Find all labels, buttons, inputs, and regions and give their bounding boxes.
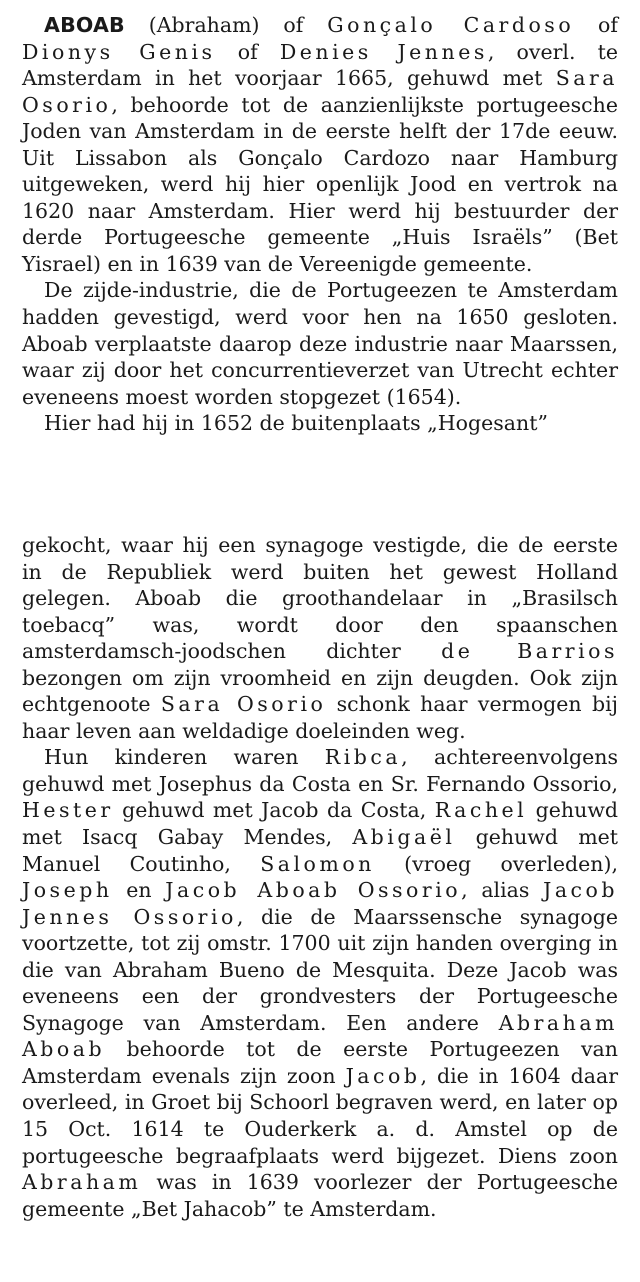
spaced-name: Sara Osorio [22,66,618,117]
text-block-lower [22,532,618,1222]
spaced-name: Abigaël [352,825,456,850]
spaced-name: Sara Osorio [160,692,327,717]
spaced-name: Salomon [260,851,375,876]
entry-paragraph-hogesant-start: Hier had hij in 1652 de buitenplaats „Hogesant” [44,411,548,436]
spaced-name: Jacob Aboab Ossorio [165,878,462,903]
spaced-name: de Barrios [441,639,618,664]
entry-paragraph-silk-industry: De zijde-industrie, die de Portugeezen te Amsterdam hadden gevestigd, werd voor hen na 1650 gesloten. Aboab verplaatste daarop deze industrie naar Maarssen, waar zij door het concurrentieverzet van Utrecht echter eveneens moest worden stopgezet (1654). [22,278,618,409]
text-block-upper [22,12,618,437]
spaced-name: Denies Jennes [279,39,488,64]
spaced-name: Ribca [324,745,402,770]
entry-paragraph-intro: ABOAB (Abraham) of Gonçalo Cardoso of Dionys Genis of Denies Jennes, overl. te Amsterdam in het voorjaar 1665, gehuwd met Sara Osorio, behoorde tot de aanzienlijkste portugeesche Joden van Amsterdam in de eerste helft der 17de eeuw. Uit Lissabon als Gonçalo Cardozo naar Hamburg uitgeweken, werd hij hier openlijk Jood en vertrok na 1620 naar Amsterdam. Hier werd hij bestuurder der derde Portugeesche gemeente „Huis Israëls” (Bet Yisrael) en in 1639 van de Vereenigde gemeente. [22,13,618,276]
spaced-name: Hester [22,798,114,823]
spaced-name: Jacob [345,1063,421,1088]
spaced-name: Rachel [434,798,528,823]
spaced-name: Abraham Aboab [22,1010,618,1062]
spaced-name: Abraham [22,1170,142,1195]
spaced-name: Joseph [22,878,113,903]
spaced-name: Gonçalo Cardoso [327,13,575,37]
spaced-name: Jacob Jennes Ossorio [22,878,618,929]
entry-paragraph-hogesant-continued: gekocht, waar hij een synagoge vestigde, die de eerste in de Republiek werd buiten het gewest Holland gelegen. Aboab die groothandelaar in „Brasilsch toebacq” was, wordt door den spaanschen amsterdamsch-joodschen dichter de Barrios bezongen om zijn vroomheid en zijn deugden. Ook zijn echtgenoote Sara Osorio schonk haar vermogen bij haar leven aan weldadige doeleinden weg. [22,533,618,743]
entry-paragraph-children: Hun kinderen waren Ribca, achtereenvolgens gehuwd met Josephus da Costa en Sr. Fernando Ossorio, Hester gehuwd met Jacob da Costa, Rachel gehuwd met Isacq Gabay Mendes, Abigaël gehuwd met Manuel Coutinho, Salomon (vroeg overleden), Joseph en Jacob Aboab Ossorio, alias Jacob Jennes Ossorio, die de Maarssensche synagoge voortzette, tot zij omstr. 1700 uit zijn handen overging in die van Abraham Bueno de Mesquita. Deze Jacob was eveneens een der grondvesters der Portugeesche Synagoge van Amsterdam. Een andere Abraham Aboab behoorde tot de eerste Portugeezen van Amsterdam evenals zijn zoon Jacob, die in 1604 daar overleed, in Groet bij Schoorl begraven werd, en later op 15 Oct. 1614 te Ouderkerk a. d. Amstel op de portugeesche begraafplaats werd bijgezet. Diens zoon Abraham was in 1639 voorlezer der Portugeesche gemeente „Bet Jahacob” te Amsterdam. [22,745,619,1221]
entry-headword: ABOAB [44,13,125,37]
spaced-name: Dionys Genis [22,39,216,64]
